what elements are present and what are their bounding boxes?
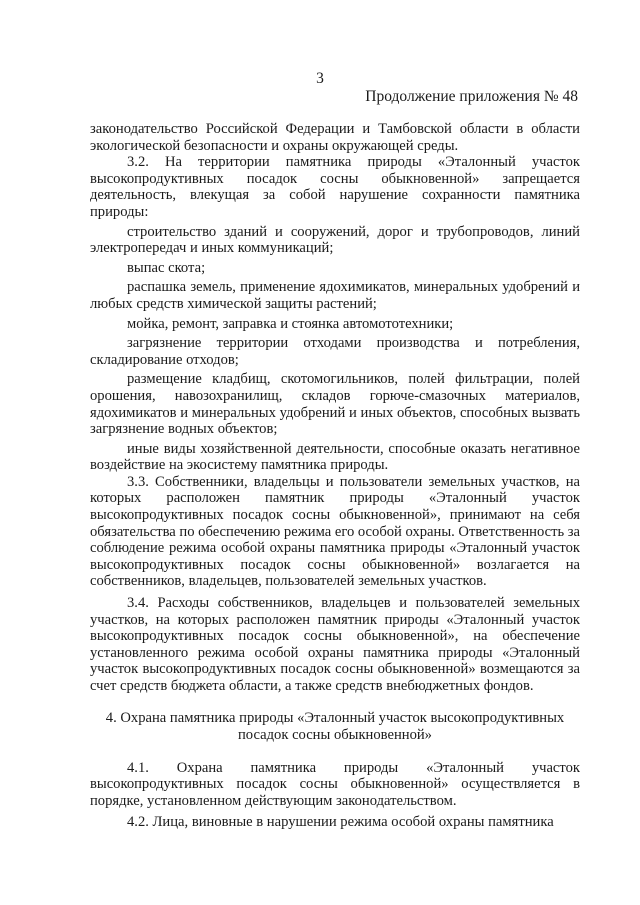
- list-item-construction: строительство зданий и сооружений, дорог и трубопроводов, линий электропередач и иных коммуникаций;: [90, 223, 580, 257]
- list-item-plowing: распашка земель, применение ядохимикатов, минеральных удобрений и любых средств химической защиты растений;: [90, 279, 580, 312]
- list-item-vehicle-washing: мойка, ремонт, заправка и стоянка автомототехники;: [127, 315, 454, 332]
- appendix-continuation-note: Продолжение приложения № 48: [365, 88, 578, 105]
- paragraph-intro-continuation: законодательство Российской Федерации и Тамбовской области в области экологической безопасности и охраны окружающей среды.: [90, 121, 580, 154]
- page-number: 3: [316, 70, 324, 87]
- list-item-cemeteries: размещение кладбищ, скотомогильников, полей фильтрации, полей орошения, навозохранилищ, складов горюче-смазочных материалов, ядохимикатов и минеральных удобрений и иных объектов, способных вызвать загрязнение водных объектов;: [90, 371, 580, 438]
- paragraph-3-2: 3.2. На территории памятника природы «Эталонный участок высокопродуктивных посадок сосны обыкновенной» запрещается деятельность, влекущая за собой нарушение сохранности памятника природы:: [90, 154, 580, 220]
- paragraph-3-4: 3.4. Расходы собственников, владельцев и пользователей земельных участков, на которых расположен памятник природы «Эталонный участок высокопродуктивных посадок сосны обыкновенной», на обеспечение установленного режима особой охраны памятника природы «Эталонный участок высокопродуктивных посадок сосны обыкновенной» возмещаются за счет средств бюджета области, а также средств внебюджетных фондов.: [90, 595, 580, 694]
- paragraph-3-3: 3.3. Собственники, владельцы и пользователи земельных участков, на которых расположен памятник природы «Эталонный участок высокопродуктивных посадок сосны обыкновенной», принимают на себя обязательства по обеспечению режима его особой охраны. Ответственность за соблюдение режима особой охраны памятника природы «Эталонный участок высокопродуктивных посадок сосны обыкновенной» возлагается на собственников, владельцев, пользователей земельных участков.: [90, 473, 581, 590]
- paragraph-4-1: 4.1. Охрана памятника природы «Эталонный участок высокопродуктивных посадок сосны обыкновенной» осуществляется в порядке, установленном действующим законодательством.: [90, 759, 580, 809]
- list-item-grazing: выпас скота;: [127, 259, 206, 276]
- list-item-waste-pollution: загрязнение территории отходами производства и потребления, складирование отходов;: [90, 335, 580, 368]
- list-item-other-activities: иные виды хозяйственной деятельности, способные оказать негативное воздействие на экосистему памятника природы.: [90, 440, 580, 474]
- section-4-heading-line1: 4. Охрана памятника природы «Эталонный участок высокопродуктивных: [105, 709, 565, 726]
- section-4-heading: [90, 710, 580, 744]
- paragraph-4-2: 4.2. Лица, виновные в нарушении режима особой охраны памятника: [127, 814, 554, 831]
- document-body: [90, 121, 580, 831]
- section-4-heading-line2: посадок сосны обыкновенной»: [238, 726, 432, 743]
